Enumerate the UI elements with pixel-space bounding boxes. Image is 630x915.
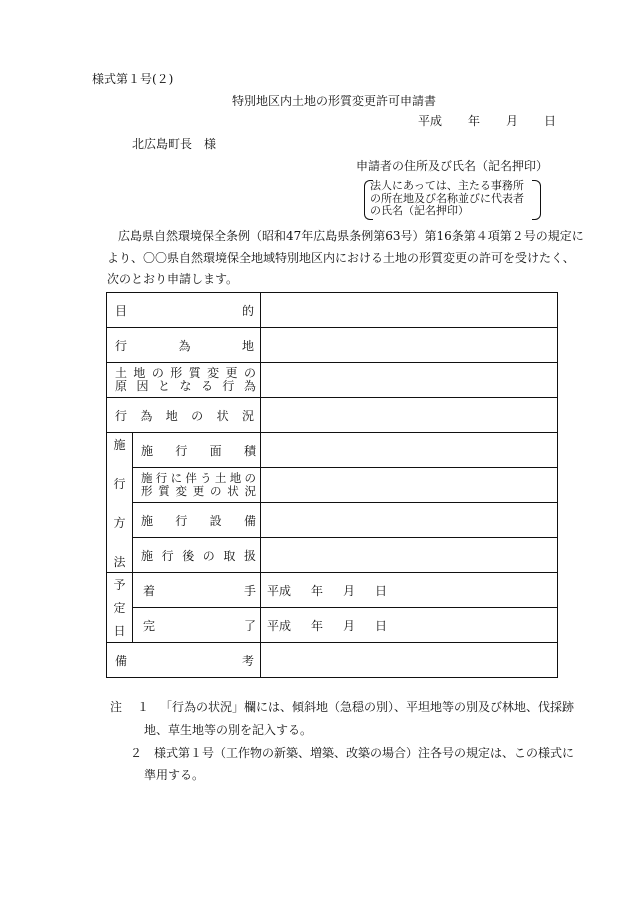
intro-line-2: より、〇〇県自然環境保全地域特別地区内における土地の形質変更の許可を受けたく、 <box>107 251 575 265</box>
row-label-area: 施 行 面 積 <box>133 433 261 468</box>
cause-field[interactable] <box>261 363 558 398</box>
application-table <box>106 292 558 678</box>
corporate-note <box>370 180 524 218</box>
era-label: 平成 <box>418 114 443 128</box>
intro-line-1: 広島県自然環境保全条例（昭和47年広島県条例第63号）第16条第４項第２号の規定に <box>118 229 584 243</box>
table-row <box>107 363 558 398</box>
day-label: 日 <box>544 114 557 128</box>
post-treatment-field[interactable] <box>261 538 558 573</box>
note-2-number: ２ <box>130 746 143 760</box>
completion-date-field[interactable]: 平成 年 月 日 <box>261 608 558 643</box>
table-row <box>107 328 558 363</box>
addressee: 北広島町長 様 <box>132 137 217 151</box>
month-label: 月 <box>506 114 519 128</box>
row-label-site-condition: 行 為 地 の 状 況 <box>107 398 261 433</box>
equipment-field[interactable] <box>261 503 558 538</box>
bracket-right <box>532 180 541 220</box>
row-label-completion: 完 了 <box>133 608 261 643</box>
site-condition-field[interactable] <box>261 398 558 433</box>
change-condition-field[interactable] <box>261 468 558 503</box>
remarks-field[interactable] <box>261 643 558 678</box>
row-label-start: 着 手 <box>133 573 261 608</box>
purpose-field[interactable] <box>261 293 558 328</box>
application-date <box>418 112 556 129</box>
corporate-note-line: 法人にあっては、主たる事務所 <box>370 179 524 192</box>
table-row <box>107 643 558 678</box>
row-label-post-treatment: 施 行 後 の 取 扱 <box>133 538 261 573</box>
area-field[interactable] <box>261 433 558 468</box>
document-title: 特別地区内土地の形質変更許可申請書 <box>232 94 437 108</box>
table-row <box>107 503 558 538</box>
start-date-field[interactable]: 平成 年 月 日 <box>261 573 558 608</box>
table-row <box>107 573 558 608</box>
row-label-remarks: 備 考 <box>107 643 261 678</box>
corporate-note-line: の氏名（記名押印） <box>370 204 469 217</box>
table-row <box>107 608 558 643</box>
table-row <box>107 538 558 573</box>
note-1-number: １ <box>137 700 150 714</box>
row-label-site: 行 為 地 <box>107 328 261 363</box>
year-label: 年 <box>468 114 481 128</box>
table-row <box>107 433 558 468</box>
note-1-line: 「行為の状況」欄には、傾斜地（急穏の別）、平坦地等の別及び林地、伐採跡 <box>160 700 575 714</box>
table-row <box>107 293 558 328</box>
table-row <box>107 468 558 503</box>
row-label-equipment: 施 行 設 備 <box>133 503 261 538</box>
notes-prefix: 注 <box>110 700 123 714</box>
site-field[interactable] <box>261 328 558 363</box>
applicant-label: 申請者の住所及び氏名（記名押印） <box>356 159 549 173</box>
row-label-purpose: 目 的 <box>107 293 261 328</box>
note-2-line: 準用する。 <box>144 768 205 782</box>
form-number: 様式第１号(２) <box>92 72 174 86</box>
row-label-cause: 土 地 の 形 質 変 更 の 原 因 と な る 行 為 <box>107 363 261 398</box>
group-label-method: 施 行 方 法 <box>107 433 133 573</box>
row-label-change-condition: 施 行 に 伴 う 土 地 の 形 質 変 更 の 状 況 <box>133 468 261 503</box>
group-label-schedule: 予 定 日 <box>107 573 133 643</box>
intro-line-3: 次のとおり申請します。 <box>107 272 239 286</box>
note-1-line: 地、草生地等の別を記入する。 <box>144 723 313 737</box>
table-row <box>107 398 558 433</box>
corporate-note-line: の所在地及び名称並びに代表者 <box>370 191 524 205</box>
note-2-line: 様式第１号（工作物の新築、増築、改築の場合）注各号の規定は、この様式に <box>154 746 575 760</box>
